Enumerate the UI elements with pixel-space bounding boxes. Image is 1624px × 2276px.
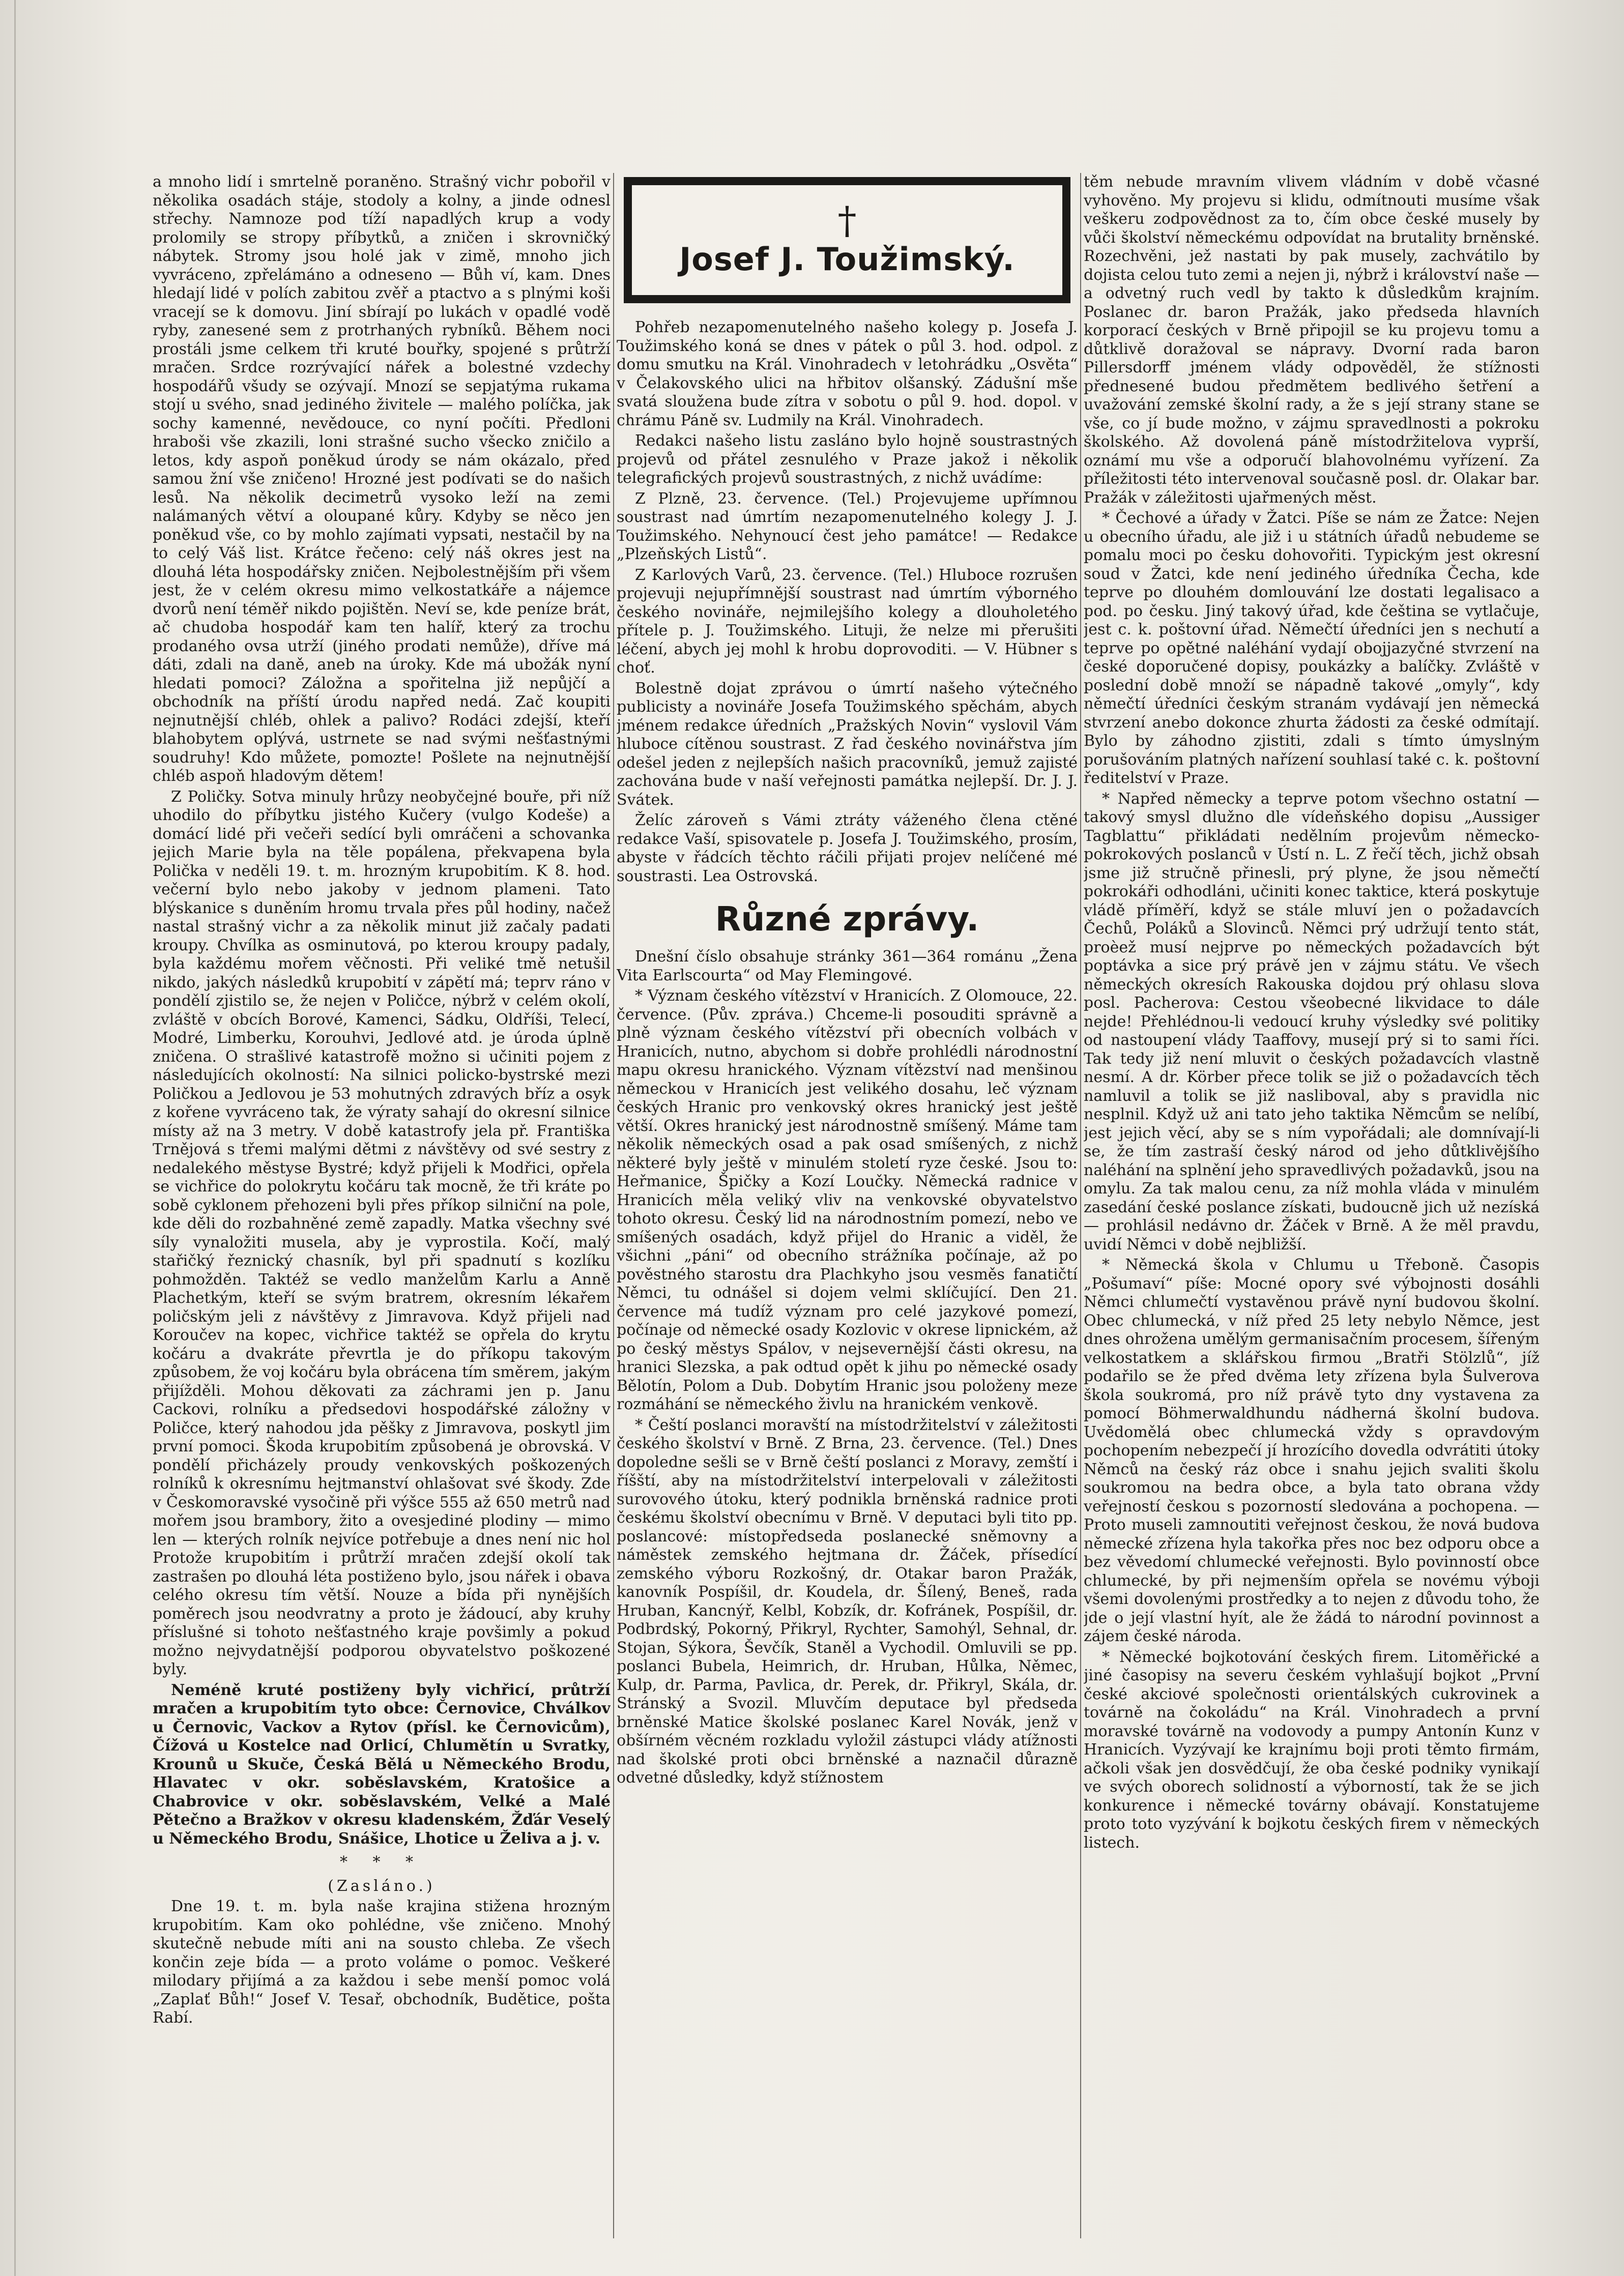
article-boycott: * Německé bojkotování českých firem. Litoměřické a jiné časopisy na severu českém vyhlašují bojkot „První české akciové společnosti orientálských cukrovinek a továrně na čokoládu“ na Král. Vinohradech a první moravské továrně na vodovody a pumpy Antonín Kunz v Hranicích. Vyzývají ke krajnímu boji proti těmto firmám, ačkoli však jen dosvědčují, že oba české podniky vynikají ve svých oborech solidností a výborností, tak že se jich konkurence i německé továrny obávají. Konstatujeme proto toto vyzývání k bojkotu českých firem v německých listech. <box>1084 1648 1540 1852</box>
article-moravian-deputies: * Čeští poslanci moravští na místodržitelství v záležitosti českého školství v Brně. Z Brna, 23. července. (Tel.) Dnes dopoledne sešli se v Brně čeští poslanci z Moravy, zemští i říšští, aby na místodržitelství interpelovali v záležitosti surovového útoku, který podnikla brněnská radnice proti českému školství obecnímu v Brně. V deputaci byli tito pp. poslancové: místopředseda poslanecké sněmovny a náměstek zemského hejtmana dr. Žáček, přísedící zemského výboru Rozkošný, dr. Otakar baron Pražák, kanovník Pospíšil, dr. Koudela, dr. Šílený, Beneš, rada Hruban, Kancnýř, Kelbl, Kobzík, dr. Kofránek, Pospíšil, dr. Podbrdský, Pokorný, Přikryl, Rychter, Samohýl, Sehnal, dr. Stojan, Sýkora, Ševčík, Staněl a Vychodil. Omluvili se pp. poslanci Bubela, Heimrich, dr. Hruban, Hůlka, Němec, Kulp, dr. Parma, Pavlica, dr. Perek, dr. Přikryl, Skála, dr. Stránský a Svozil. Mluvčím deputace byl předseda brněnské Matice školské poslanec Karel Novák, jenž v obšírném věcném rozkladu vyložil zástupci vlády atížnosti nad školské proti obci brněnské a naznačil důrazně odvetné důsledky, když stížnostem <box>617 1416 1078 1787</box>
column-right <box>1084 173 1540 2238</box>
funeral-notice: Pohřeb nezapomenutelného našeho kolegy p. Josefa J. Toužimského koná se dnes v pátek o půl 3. hod. odpol. z domu smutku na Král. Vinohradech v letohrádku „Osvěta“ v Čelakovského ulici na hřbitov olšanský. Zádušní mše svatá sloužena bude zítra v sobotu o půl 9. hod. dopol. v chrámu Páně sv. Ludmily na Král. Vinohradech. <box>617 318 1078 429</box>
article-affected-villages: Neméně kruté postiženy byly vichřicí, průtrží mračen a krupobitím tyto obce: Černovice, Chválkov u Černovic, Vackov a Rytov (přísl. ke Černovicům), Čížová u Kostelce nad Orlicí, Chlumětín u Svratky, Krounů u Skuče, Česká Bělá u Německého Brodu, Hlavatec v okr. soběslavském, Kratošice a Chabrovice v okr. soběslavském, Velké a Malé Pětečno a Bražkov v okresu kladenském, Žďár Veselý u Německého Brodu, Snášice, Lhotice u Želiva a j. v. <box>153 1681 611 1848</box>
page-edge-shadow <box>14 0 16 2276</box>
article-policka: Z Poličky. Sotva minuly hrůzy neobyčejné bouře, při níž uhodilo do příbytku jistého Kučery (vulgo Kodeše) a domácí lidé při večeři sedící byli omráčeni a schovanka jejich Marie byla na těle popálena, překvapena byla Polička v neděli 19. t. m. hrozným krupobitím. K 8. hod. večerní bylo nebo jakoby v jednom plameni. Tato blýskanice s duněním hromu trvala přes půl hodiny, načež nastal strašný vichr a za několik minut již začaly padati kroupy. Chvílka as osminutová, po kterou kroupy padaly, byla každému mořem věčnosti. Při veliké tmě netušil nikdo, jakých následků krupobití v zápětí má; teprv ráno v pondělí zjistilo se, že nejen v Poličce, nýbrž v celém okolí, zvláště v obcích Borové, Kamenci, Sádku, Oldříši, Telecí, Modré, Limberku, Korouhvi, Jedlové atd. je úroda úplně zničena. O strašlivé katastrofě možno si učiniti pojem z následujících okolností: Na silnici policko-bystrské mezi Poličkou a Jedlovou je 53 mohutných zdravých bříz a osyk z kořene vyvráceno tak, že výraty sahají do okresní silnice místy až na 3 metry. V době katastrofy jela př. Františka Trnějová s třemi malými dětmi z návštěvy od své sestry z nedalekého městyse Bystré; když přijeli k Modřici, opřela se vichřice do polokrytu kočáru tak mocně, že tři kráte po sobě cyklonem přehozeni byli přes příkop silniční na pole, kde děli do rozbahněné země zapadly. Matka všechny své síly vynaložiti musela, aby je vyprostila. Kočí, malý stařičký řeznický chasník, byl při spadnutí s kozlíku pohmožděn. Taktéž se vedlo manželům Karlu a Anně Plachetkým, kteří se svým bratrem, okresním lékařem poličským jeli z návštěvy z Jimravova. Když přijeli nad Koroučev na kopec, vichřice taktéž se opřela do krytu kočáru a dvakráte převrtla je do příkopu takovým způsobem, že voj kočáru byla obrácena tím směrem, jakým přijížděli. Mohou děkovati za záchrami jen p. Janu Cackovi, rolníku a předsedovi hospodářské záložny v Poličce, který nahodou jda pěšky z Jimravova, poskytl jim první pomoci. Škoda krupobitím způsobená je obrovská. V pondělí přicházely proudy venkovských poškozených rolníků k okresnímu hejtmanství ohlašovat své škody. Zde v Českomoravské vysočině při výšce 555 až 650 metrů nad mořem jsou brambory, žito a ovesjediné plodiny — mimo len — kterých rolník nejvíce potřebuje a dnes není nic hol Protože krupobitím i průtrží mračen zdejší okolí tak zastrašen po dlouhá léta postiženo bylo, jsou nářek i obava celého okresu tím větší. Nouze a bída při nynějších poměrech jsou neodvratny a proto je žádoucí, aby kruhy příslušné si tohoto nešťastného kraje povšimly a pokud možno nejvydatnější podporou obyvatelstvo poškozené byly. <box>153 787 611 1678</box>
column-middle <box>617 173 1078 2238</box>
condolence-svatek: Bolestně dojat zprávou o úmrtí našeho výtečného publicisty a novináře Josefa Toužimského spěchám, abych jménem redakce úředních „Pražských Novin“ vyslovil Vám hluboce cítěnou soustrast. Z řad českého novinářstva jím odešel jeden z nejlepších našich pracovníků, jemuž zajisté zachována bude v naší veřejnosti památka nejlepší. Dr. J. J. Svátek. <box>617 679 1078 809</box>
article-appeal-help: Dne 19. t. m. byla naše krajina stižena hrozným krupobitím. Kam oko pohlédne, vše zničeno. Mnohý skutečně nebude míti ani na sousto chleba. Ze všech končin zeje bída — a proto voláme o pomoc. Veškeré milodary přijímá a za každou i sebe menší pomoc volá „Zaplať Bůh!“ Josef V. Tesař, obchodník, Budětice, pošta Rabí. <box>153 1898 611 2027</box>
article-storm-continuation: a mnoho lidí i smrtelně poraněno. Strašný vichr pobořil v několika osadách stáje, stodoly a kolny, a jinde odnesl střechy. Namnoze pod tíží napadlých krup a vody prolomily se stropy příbytků, a zničen i skrovničký nábytek. Stromy jsou holé jak v zimě, mnoho jich vyvráceno, zpřelámáno a odneseno — Bůh ví, kam. Dnes hledají lidé v polích zabitou zvěř a ptactvo a s plnými koši vracejí se k domovu. Jiní sbírají po lukách v opadlé vodě ryby, zanesené sem z protrhaných rybníků. Během noci prostáli jsme celkem tři kruté bouřky, spojené s průtrží mračen. Srdce rozrývající nářek a bolestné vzdechy hospodářů všudy se ozývají. Mnozí se sepjatýma rukama stojí u svého, snad jediného živitele — malého políčka, jak sochy kamenné, nevědouce, co nyní počíti. Předloni hraboši vše zkazili, loni strašné sucho všecko zničilo a letos, kdy aspoň poněkud úrody se nám okázalo, před samou žní vše zničeno! Hrozné jest podívati se do našich lesů. Na několik decimetrů vysoko leží na zemi nalámaných větví a oloupané kůry. Kdyby se něco jen poněkud vše, co by mohlo zajímati vypsati, nestačil by na to celý Váš list. Krátce řečeno: celý náš okres jest na dlouhá léta hospodářsky zničen. Nejbolestnějším při všem jest, že v celém okresu mimo velkostatkáře a nájemce dvorů není téměř nikdo pojištěn. Neví se, kde peníze brát, ač chudoba hospodář kam ten halíř, který za trochu prodaného ovsa utrží (jiného prodati nemůže), dříve má dáti, zdali na daně, aneb na úroky. Kde má ubožák nyní hledati pomoci? Záložna a spořitelna již nepůjčí a obchodník na příští úrodu napřed nedá. Zač koupiti nejnutnější chléb, ohlek a palivo? Rodáci zdejší, kteří blahobytem oplývá, ustrnete se nad svými nešťastnými soudruhy! Kdo můžete, pomozte! Pošlete na nejnutnější chléb aspoň hladovým dětem! <box>153 173 611 785</box>
condolence-plzen: Z Plzně, 23. července. (Tel.) Projevujeme upřímnou soustrast nad úmrtím nezapomenutelného kolegy J. J. Toužimského. Nehynoucí čest jeho památce! — Redakce „Plzeňských Listů“. <box>617 489 1078 563</box>
novel-notice: Dnešní číslo obsahuje stránky 361—364 románu „Žena Vita Earlscourta“ od May Flemingové. <box>617 948 1078 984</box>
condolence-ostrovska: Želíc zároveň s Vámi ztráty váženého člena ctěné redakce Vaší, spisovatele p. Josefa J. Toužimského, prosím, abyste v řádcích těchto ráčili přijati projev nelíčené mé soustrasti. Lea Ostrovská. <box>617 811 1078 885</box>
column-rule-2 <box>1080 173 1081 2238</box>
condolences-intro: Redakci našeho listu zasláno bylo hojně soustrastných projevů od přátel zesnulého v Praze jakož i několik telegrafických projevů soustrastných, z nichž uvádíme: <box>617 432 1078 487</box>
section-separator-stars: * * * <box>339 1853 424 1871</box>
article-chlum-school: * Německá škola v Chlumu u Třeboně. Časopis „Pošumaví“ píše: Mocné opory své výbojnosti dosáhli Němci chlumečtí vystavěnou právě nyní budovou školní. Obec chlumecká, v níž před 25 lety nebylo Němce, jest dnes ohrožena umělým germanisačním procesem, šířeným velkostatkem a sklářskou firmou „Bratři Stölzlů“, jíž podařilo se že před dvěma lety zřízena byla Šulverova škola soukromá, pro níž právě tyto dny vystavena za pomocí Böhmerwaldhundu nádherná školní budova. Uvědomělá obec chlumecká vždy s opravdovým pochopením nebezpečí jí hrozícího dovedla odvrátiti útoky Němců na český ráz obce i snahu jejich svaliti školu soukromou na bedra obce, a byla tato obrana vždy veřejností českou s pozorností sledována a pochopena. — Proto museli zamnoutiti veřejnost českou, že nová budova německé zřízena hyla takořka přes noc bez odporu obce a bez věvedomí chlumecké veřejnosti. Bylo povinností obce chlumecké, by při nejmenším opřela se novému výboji všemi dovolenými prostředky a to nejen z důvodu toho, že jde o její vlastní hyít, ale že žádá to národní povinnost a zájem české národa. <box>1084 1256 1540 1645</box>
section-headline-ruzne-zpravy: Různé zprávy. <box>715 899 979 939</box>
article-hranice: * Význam českého vítězství v Hranicích. Z Olomouce, 22. července. (Pův. zpráva.) Chceme-li posouditi správně a plně význam českého vítězství při obecních volbách v Hranicích, nutno, abychom si dobře prohlédli národnostní mapu okresu hranického. Význam vítězství nad menšinou německou v Hranicích jest velikého dosahu, leč význam českých Hranic pro venkovský okres hranický jest ještě větší. Okres hranický jest národnostně smíšený. Máme tam několik německých osad a pak osad smíšených, z nichž některé byly ještě v minulém století ryze české. Jsou to: Heřmanice, Špičky a Kozí Loučky. Německá radnice v Hranicích měla veliký vliv na venkovské obyvatelstvo tohoto okresu. Český lid na národnostním pomezí, nebo ve smíšených osadách, když přijel do Hranic a viděl, že všichni „páni“ od obecního strážníka počínaje, až po pověstného starostu dra Plachkyho jsou vesměs fanatičtí Němci, tu odnášel si dojem velmi sklíčující. Den 21. července má tudíž význam pro celé jazykové pomezí, počínaje od německé osady Kozlovic v okrese lipnickém, až po český městys Spálov, v nejsevernější části okresu, na hranici Slezska, a pak odtud opět k jihu po německé osady Bělotín, Polom a Dub. Dobytím Hranic jsou položeny meze rozmáhání se německého živlu na hranickém venkově. <box>617 987 1078 1413</box>
article-zatec-offices: * Čechové a úřady v Žatci. Píše se nám ze Žatce: Nejen u obecního úřadu, ale již i u státních úřadů nebudeme se pomalu moci po česku dohovořiti. Typickým jest okresní soud v Žatci, kde není jediného úředníka Čecha, kde teprve po dlouhém domlouvání lze dostati legalisaco a pod. po česku. Jiný takový úřad, kde čeština se vytlačuje, jest c. k. poštovní úřad. Němečtí úředníci jen s nechutí a teprve po opětné naléhání vydají obojjazyčné stvrzení na české doporučené dopisy, poukázky a balíčky. Zvláště v poslední době množí se nápadně takové „omyly“, kdy němečtí úředníci českým stranám vydávají jen německá stvrzení anebo dokonce zhurta žádosti za české odmítají. Bylo by záhodno zjistiti, zdali s tímto úmyslným porušováním platných nařízení souhlasí také c. k. poštovní ředitelství v Praze. <box>1084 509 1540 787</box>
condolence-karlovy-vary: Z Karlových Varů, 23. července. (Tel.) Hluboce rozrušen projevuji nejupřímnější soustrast nad úmrtím výborného českého novináře, nejmilejšího kolegy a dlouholetého přítele p. J. Toužimského. Lituji, že nelze mi přerušiti léčení, abych jej mohl k hrobu doprovoditi. — V. Hübner s choť. <box>617 566 1078 677</box>
obituary-box <box>624 177 1070 303</box>
obituary-name: Josef J. Toužimský. <box>679 241 1015 278</box>
cross-icon: † <box>837 199 857 243</box>
article-deputies-continuation: těm nebude mravním vlivem vládním v době včasné vyhověno. My projevu si klidu, odmítnouti musíme však veškeru zodpovědnost za to, čím obce české musely by vůči školství německému odpovídat na brutality brněnské. Rozechvěni, jež nastati by pak musely, zachvátilo by dojista celou tuto zemi a nejen ji, nýbrž i království naše — a odvetný ruch vedl by takto k důsledkům krajním. Poslanec dr. baron Pražák, jako předseda hlavních korporací českých v Brně připojil se ku projevu tomu a důtklivě doražoval se nápravy. Dvorní rada baron Pillersdorff jménem vlády odpověděl, že stížnosti přednesené budou předmětem bedlivého šetření a uvažování zemské školní rady, a že s její strany stane se vše, co jí bude možno, v zájmu spravedlnosti a pokroku školského. Až dovolená páně místodržitelova vyprší, oznámí mu vše a odporučí blahovolnému vyřízení. Za příležitosti této intervenoval současně posl. dr. Olakar bar. Pražák v záležitosti ujařmených měst. <box>1084 173 1540 507</box>
article-german-first: * Napřed německy a teprve potom všechno ostatní — takový smysl dlužno dle vídeňského dopisu „Aussiger Tagblattu“ přikládati nedělním projevům německo-pokrokových poslanců v Ústí n. L. Z řečí těch, jichž obsah jsme již stručně přinesli, prý plyne, že jsou němečtí pokrokáři odhodláni, učiniti konec taktice, která poskytuje vládě příměří, když se stále mluví jen o požadavcích Čechů, Poláků a Slovinců. Němci prý udržují tento stát, proèež musí nejprve po německých požadavcích být poptávka a sice prý právě jen v zájmu státu. Ve všech německých okresích Rakouska dojdou prý ohlasu slova posl. Pacherova: Cestou všeobecné likvidace to dále nejde! Přehlédnou-li vedoucí kruhy výsledky své politiky od nastoupení vlády Taaffovy, musejí prý si to sami říci. Tak tedy již není mluvit o českých požadavcích vlastně nesmí. A dr. Körber přece tolik se již o požadavcích těch namluvil a tolik se již nasliboval, aby s pravidla nic nesplnil. Když už ani tato jeho taktika Němcům se nelíbí, jest jejich věcí, aby se s ním vypořádali; ale domnívají-li se, že tím zastraší český národ od jeho důtklivějšího naléhání na splnění jeho spravedlivých požadavků, jsou na omylu. Za tak malou cenu, za níž mohla vláda v minulém zasedání české poslance získati, budoucně jich už nezíská — prohlásil nedávno dr. Žáček v Brně. A že měl pravdu, uvidí Němci v době nejbližší. <box>1084 790 1540 1253</box>
column-left <box>153 173 611 2238</box>
heading-zaslano: (Zasláno.) <box>328 1877 436 1895</box>
column-rule-1 <box>613 173 614 2238</box>
